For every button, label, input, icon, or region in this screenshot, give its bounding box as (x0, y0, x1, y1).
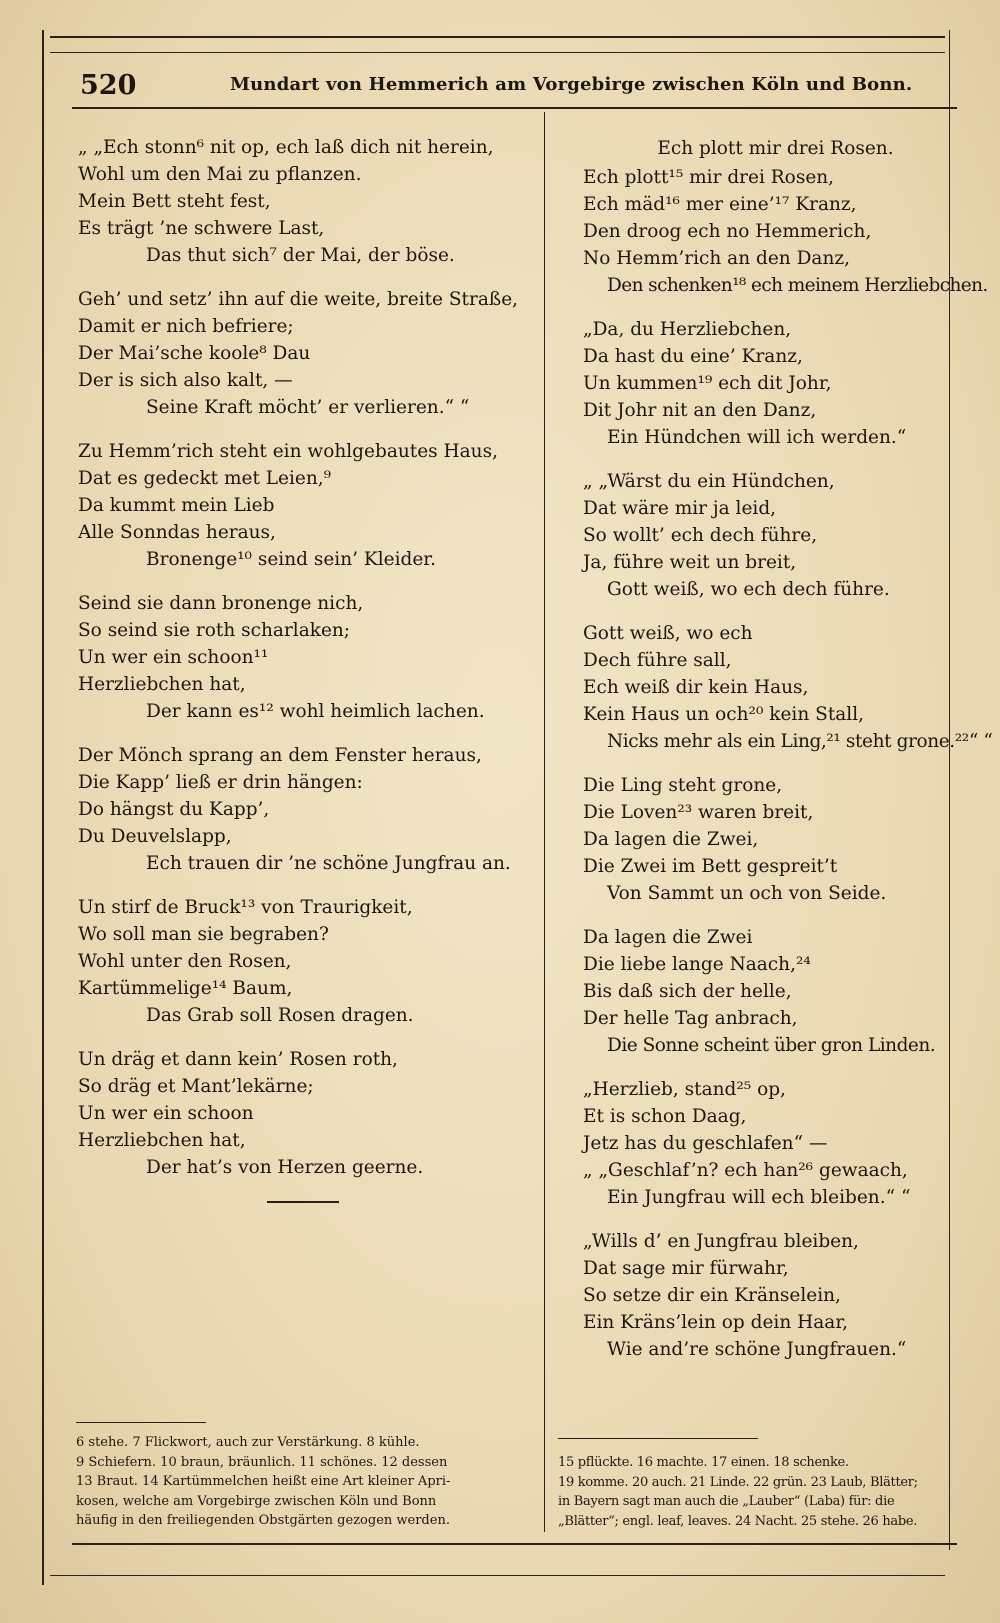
stanza (78, 438, 528, 573)
bottom-rule-thin (50, 1575, 945, 1576)
verse-line: Gott weiß, wo ech (583, 623, 753, 644)
stanza (583, 164, 988, 299)
verse-line: Der Mai’sche koole⁸ Dau (78, 343, 311, 364)
verse-line: Nicks mehr als ein Ling,²¹ steht grone.²²“ “ (607, 731, 993, 752)
verse-line: Herzliebchen hat, (78, 1130, 246, 1151)
footnote-line: „Blätter“; engl. leaf, leaves. 24 Nacht. 25 stehe. 26 habe. (558, 1513, 918, 1529)
verse-line: Seine Kraft möcht’ er verlieren.“ “ (146, 397, 470, 418)
right-column (583, 134, 993, 1380)
verse-line: Seind sie dann bronenge nich, (78, 593, 364, 614)
outer-left-border (42, 30, 44, 1585)
poem-title: Ech plott mir drei Rosen. (657, 138, 894, 159)
verse-line: Das Grab soll Rosen dragen. (146, 1005, 414, 1026)
stanza (583, 316, 968, 451)
verse-line: „ „Geschlaf’n? ech han²⁶ gewaach, (583, 1160, 908, 1181)
footnote-line: 19 komme. 20 auch. 21 Linde. 22 grün. 23 Laub, Blätter; (558, 1474, 918, 1490)
verse-line: Es trägt ’ne schwere Last, (78, 218, 325, 239)
verse-line: Der Mönch sprang an dem Fenster heraus, (78, 745, 482, 766)
verse-line: Da lagen die Zwei, (583, 829, 759, 850)
verse-line: Et is schon Daag, (583, 1106, 747, 1127)
verse-line: Wohl um den Mai zu pflanzen. (78, 164, 362, 185)
verse-line: Dech führe sall, (583, 650, 732, 671)
verse-line: Du Deuvelslapp, (78, 826, 232, 847)
verse-line: Dit Johr nit an den Danz, (583, 400, 817, 421)
verse-line: Ein Jungfrau will ech bleiben.“ “ (607, 1187, 911, 1208)
end-of-poem-rule (267, 1201, 339, 1203)
verse-line: Ein Hündchen will ich werden.“ (607, 427, 907, 448)
verse-line: Do hängst du Kapp’, (78, 799, 270, 820)
stanza (78, 590, 528, 725)
verse-line: So seind sie roth scharlaken; (78, 620, 351, 641)
stanza (583, 620, 993, 755)
verse-line: No Hemm’rich an den Danz, (583, 248, 850, 269)
verse-line: Die Ling steht grone, (583, 775, 783, 796)
verse-line: Die Kapp’ ließ er drin hängen: (78, 772, 363, 793)
verse-line: Ja, führe weit un breit, (583, 552, 797, 573)
verse-line: So dräg et Mant’lekärne; (78, 1076, 314, 1097)
top-rule-thin (50, 52, 945, 53)
verse-line: Der is sich also kalt, — (78, 370, 293, 391)
verse-line: Wo soll man sie begraben? (78, 924, 329, 945)
stanza (583, 468, 968, 603)
verse-line: Un wer ein schoon (78, 1103, 254, 1124)
verse-line: „Da, du Herzliebchen, (583, 319, 792, 340)
verse-line: Dat wäre mir ja leid, (583, 498, 777, 519)
stanza (78, 1046, 528, 1181)
verse-line: „ „Wärst du ein Hündchen, (583, 471, 835, 492)
verse-line: Wohl unter den Rosen, (78, 951, 292, 972)
verse-line: So wollt’ ech dech führe, (583, 525, 818, 546)
footnote-line: in Bayern sagt man auch die „Lauber“ (Laba) für: die (558, 1494, 895, 1509)
verse-line: „Wills d’ en Jungfrau bleiben, (583, 1231, 859, 1252)
footnote-line: kosen, welche am Vorgebirge zwischen Köln und Bonn (76, 1493, 437, 1509)
verse-line: Un wer ein schoon¹¹ (78, 647, 269, 668)
header-rule (72, 107, 957, 109)
verse-line: Kein Haus un och²⁰ kein Stall, (583, 704, 864, 725)
footnote-rule-right (558, 1438, 758, 1439)
footnotes-left (76, 1433, 526, 1531)
footnote-line: 15 pflückte. 16 machte. 17 einen. 18 schenke. (558, 1455, 849, 1470)
verse-line: Jetz has du geschlafen“ — (583, 1133, 828, 1154)
verse-line: Der helle Tag anbrach, (583, 1008, 798, 1029)
verse-line: „ „Ech stonn⁶ nit op, ech laß dich nit herein, (78, 137, 494, 158)
stanza (583, 1076, 968, 1211)
verse-line: Die Zwei im Bett gespreit’t (583, 856, 838, 877)
verse-line: Dat es gedeckt met Leien,⁹ (78, 468, 332, 489)
verse-line: Den schenken¹⁸ ech meinem Herzliebchen. (607, 275, 988, 296)
verse-line: Da lagen die Zwei (583, 927, 753, 948)
verse-line: Gott weiß, wo ech dech führe. (607, 579, 890, 600)
verse-line: Ein Kräns’lein op dein Haar, (583, 1312, 849, 1333)
footnote-line: 9 Schiefern. 10 braun, bräunlich. 11 schönes. 12 dessen (76, 1454, 448, 1470)
verse-line: Von Sammt un och von Seide. (607, 883, 887, 904)
verse-line: Die Sonne scheint über gron Linden. (607, 1035, 936, 1056)
verse-line: Damit er nich befriere; (78, 316, 294, 337)
verse-line: Da hast du eine’ Kranz, (583, 346, 803, 367)
verse-line: Herzliebchen hat, (78, 674, 246, 695)
stanza (78, 134, 528, 269)
verse-line: „Herzlieb, stand²⁵ op, (583, 1079, 786, 1100)
stanza (583, 772, 968, 907)
verse-line: Der kann es¹² wohl heimlich lachen. (146, 701, 485, 722)
verse-line: Un kummen¹⁹ ech dit Johr, (583, 373, 832, 394)
page-number: 520 (80, 70, 137, 101)
stanza (78, 894, 528, 1029)
footnote-rule-left (76, 1422, 206, 1423)
verse-line: Den droog ech no Hemmerich, (583, 221, 872, 242)
running-head: Mundart von Hemmerich am Vorgebirge zwischen Köln und Bonn. (230, 74, 913, 95)
stanza (78, 742, 528, 877)
verse-line: Un dräg et dann kein’ Rosen roth, (78, 1049, 398, 1070)
verse-line: Die Loven²³ waren breit, (583, 802, 814, 823)
verse-line: Ech plott¹⁵ mir drei Rosen, (583, 167, 835, 188)
verse-line: So setze dir ein Kränselein, (583, 1285, 841, 1306)
verse-line: Bis daß sich der helle, (583, 981, 792, 1002)
footnote-line: häufig in den freiliegenden Obstgärten gezogen werden. (76, 1513, 450, 1528)
verse-line: Zu Hemm’rich steht ein wohlgebautes Haus, (78, 441, 498, 462)
verse-line: Un stirf de Bruck¹³ von Traurigkeit, (78, 897, 413, 918)
verse-line: Bronenge¹⁰ seind sein’ Kleider. (146, 549, 436, 570)
footnote-line: 13 Braut. 14 Kartümmelchen heißt eine Art kleiner Apri- (76, 1474, 451, 1489)
footnotes-right (558, 1453, 968, 1531)
verse-line: Die liebe lange Naach,²⁴ (583, 954, 811, 975)
left-column (78, 134, 528, 1203)
verse-line: Der hat’s von Herzen geerne. (146, 1157, 424, 1178)
stanza (78, 286, 528, 421)
verse-line: Dat sage mir fürwahr, (583, 1258, 789, 1279)
verse-line: Das thut sich⁷ der Mai, der böse. (146, 245, 455, 266)
bottom-rule (72, 1543, 957, 1545)
verse-line: Alle Sonndas heraus, (78, 522, 276, 543)
stanza (583, 924, 968, 1059)
verse-line: Wie and’re schöne Jungfrauen.“ (607, 1339, 907, 1360)
stanza (583, 1228, 968, 1363)
verse-line: Kartümmelige¹⁴ Baum, (78, 978, 293, 999)
verse-line: Ech weiß dir kein Haus, (583, 677, 809, 698)
verse-line: Ech trauen dir ’ne schöne Jungfrau an. (146, 853, 511, 874)
column-divider (544, 112, 545, 1532)
verse-line: Ech mäd¹⁶ mer eine’¹⁷ Kranz, (583, 194, 857, 215)
verse-line: Geh’ und setz’ ihn auf die weite, breite Straße, (78, 289, 519, 310)
verse-line: Mein Bett steht fest, (78, 191, 271, 212)
verse-line: Da kummt mein Lieb (78, 495, 275, 516)
top-rule (50, 36, 945, 38)
footnote-line: 6 stehe. 7 Flickwort, auch zur Verstärkung. 8 kühle. (76, 1435, 420, 1450)
